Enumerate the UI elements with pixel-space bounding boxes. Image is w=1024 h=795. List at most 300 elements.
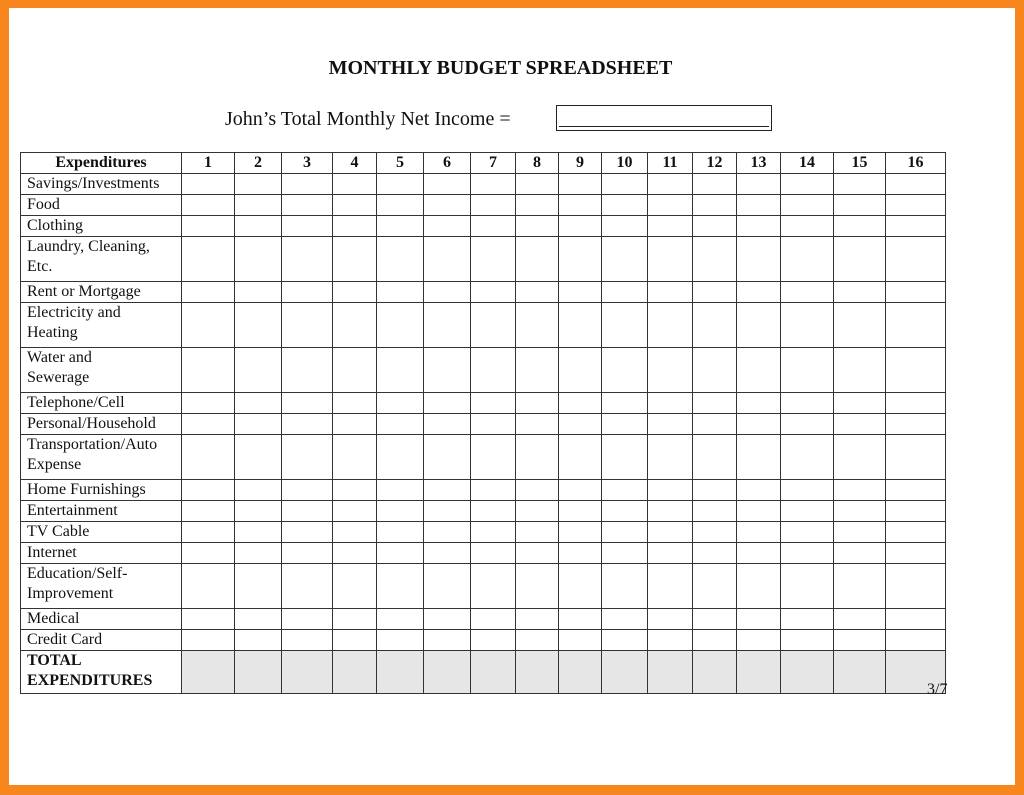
budget-cell[interactable] xyxy=(559,435,602,480)
budget-cell[interactable] xyxy=(834,237,886,282)
budget-cell[interactable] xyxy=(182,174,235,195)
budget-cell[interactable] xyxy=(235,216,282,237)
budget-cell[interactable] xyxy=(235,195,282,216)
budget-cell[interactable] xyxy=(693,303,737,348)
budget-cell[interactable] xyxy=(333,393,377,414)
budget-cell[interactable] xyxy=(182,282,235,303)
budget-cell[interactable] xyxy=(333,435,377,480)
budget-cell[interactable] xyxy=(182,435,235,480)
row-label: Savings/Investments xyxy=(21,174,182,195)
budget-cell[interactable] xyxy=(182,480,235,501)
budget-cell[interactable] xyxy=(648,630,693,651)
budget-cell[interactable] xyxy=(737,501,781,522)
budget-cell[interactable] xyxy=(424,237,471,282)
budget-cell[interactable] xyxy=(424,543,471,564)
header-expenditures: Expenditures xyxy=(21,153,182,174)
budget-cell[interactable] xyxy=(182,630,235,651)
budget-cell[interactable] xyxy=(693,414,737,435)
budget-cell[interactable] xyxy=(781,414,834,435)
budget-cell[interactable] xyxy=(471,348,516,393)
budget-cell[interactable] xyxy=(834,348,886,393)
row-label: Transportation/Auto Expense xyxy=(21,435,182,480)
budget-cell[interactable] xyxy=(377,435,424,480)
budget-cell[interactable] xyxy=(516,393,559,414)
budget-cell[interactable] xyxy=(886,282,946,303)
budget-cell[interactable] xyxy=(781,216,834,237)
budget-cell[interactable] xyxy=(182,651,235,694)
budget-cell[interactable] xyxy=(333,414,377,435)
budget-cell[interactable] xyxy=(737,651,781,694)
budget-cell[interactable] xyxy=(834,543,886,564)
budget-cell[interactable] xyxy=(471,435,516,480)
budget-cell[interactable] xyxy=(559,414,602,435)
budget-cell[interactable] xyxy=(737,282,781,303)
budget-cell[interactable] xyxy=(282,480,333,501)
budget-cell[interactable] xyxy=(886,393,946,414)
budget-cell[interactable] xyxy=(516,414,559,435)
budget-cell[interactable] xyxy=(559,564,602,609)
budget-cell[interactable] xyxy=(737,543,781,564)
budget-cell[interactable] xyxy=(886,543,946,564)
budget-cell[interactable] xyxy=(333,609,377,630)
budget-cell[interactable] xyxy=(737,174,781,195)
budget-cell[interactable] xyxy=(559,282,602,303)
budget-cell[interactable] xyxy=(235,414,282,435)
budget-cell[interactable] xyxy=(693,216,737,237)
budget-cell[interactable] xyxy=(602,630,648,651)
income-underline xyxy=(559,126,769,127)
budget-cell[interactable] xyxy=(693,651,737,694)
budget-cell[interactable] xyxy=(781,564,834,609)
budget-cell[interactable] xyxy=(424,480,471,501)
budget-cell[interactable] xyxy=(282,195,333,216)
budget-cell[interactable] xyxy=(886,564,946,609)
budget-cell[interactable] xyxy=(602,414,648,435)
budget-cell[interactable] xyxy=(282,174,333,195)
budget-cell[interactable] xyxy=(282,435,333,480)
budget-cell[interactable] xyxy=(235,543,282,564)
budget-cell[interactable] xyxy=(516,522,559,543)
budget-cell[interactable] xyxy=(602,174,648,195)
budget-cell[interactable] xyxy=(886,303,946,348)
budget-cell[interactable] xyxy=(516,435,559,480)
budget-cell[interactable] xyxy=(886,348,946,393)
budget-cell[interactable] xyxy=(602,348,648,393)
budget-cell[interactable] xyxy=(834,522,886,543)
budget-cell[interactable] xyxy=(424,393,471,414)
budget-cell[interactable] xyxy=(781,480,834,501)
budget-cell[interactable] xyxy=(182,414,235,435)
budget-cell[interactable] xyxy=(235,303,282,348)
budget-cell[interactable] xyxy=(693,393,737,414)
budget-cell[interactable] xyxy=(737,630,781,651)
budget-cell[interactable] xyxy=(516,216,559,237)
budget-cell[interactable] xyxy=(182,303,235,348)
budget-cell[interactable] xyxy=(781,501,834,522)
budget-cell[interactable] xyxy=(377,651,424,694)
budget-cell[interactable] xyxy=(602,522,648,543)
budget-cell[interactable] xyxy=(602,651,648,694)
income-label: John’s Total Monthly Net Income = xyxy=(225,108,511,130)
budget-cell[interactable] xyxy=(471,609,516,630)
budget-cell[interactable] xyxy=(693,174,737,195)
budget-cell[interactable] xyxy=(235,480,282,501)
budget-cell[interactable] xyxy=(424,195,471,216)
budget-cell[interactable] xyxy=(333,480,377,501)
budget-cell[interactable] xyxy=(886,609,946,630)
budget-cell[interactable] xyxy=(516,564,559,609)
budget-cell[interactable] xyxy=(559,174,602,195)
budget-cell[interactable] xyxy=(471,543,516,564)
budget-cell[interactable] xyxy=(648,609,693,630)
budget-cell[interactable] xyxy=(182,501,235,522)
budget-cell[interactable] xyxy=(834,303,886,348)
income-input-box[interactable] xyxy=(556,105,772,131)
budget-cell[interactable] xyxy=(834,414,886,435)
table-row xyxy=(21,174,946,195)
budget-cell[interactable] xyxy=(377,303,424,348)
budget-cell[interactable] xyxy=(235,609,282,630)
budget-cell[interactable] xyxy=(737,435,781,480)
budget-cell[interactable] xyxy=(602,543,648,564)
budget-cell[interactable] xyxy=(471,195,516,216)
budget-cell[interactable] xyxy=(693,630,737,651)
budget-cell[interactable] xyxy=(424,501,471,522)
budget-cell[interactable] xyxy=(182,522,235,543)
budget-cell[interactable] xyxy=(471,414,516,435)
budget-cell[interactable] xyxy=(602,393,648,414)
budget-cell[interactable] xyxy=(648,522,693,543)
budget-cell[interactable] xyxy=(333,237,377,282)
budget-cell[interactable] xyxy=(834,651,886,694)
budget-cell[interactable] xyxy=(471,282,516,303)
budget-cell[interactable] xyxy=(516,480,559,501)
budget-cell[interactable] xyxy=(282,216,333,237)
budget-cell[interactable] xyxy=(424,216,471,237)
budget-cell[interactable] xyxy=(886,630,946,651)
budget-cell[interactable] xyxy=(648,564,693,609)
budget-cell[interactable] xyxy=(377,393,424,414)
budget-cell[interactable] xyxy=(377,630,424,651)
budget-cell[interactable] xyxy=(182,237,235,282)
budget-cell[interactable] xyxy=(737,480,781,501)
budget-cell[interactable] xyxy=(182,609,235,630)
budget-cell[interactable] xyxy=(602,282,648,303)
budget-cell[interactable] xyxy=(282,630,333,651)
budget-cell[interactable] xyxy=(559,303,602,348)
table-row xyxy=(21,522,946,543)
budget-cell[interactable] xyxy=(182,216,235,237)
budget-cell[interactable] xyxy=(471,651,516,694)
budget-cell[interactable] xyxy=(781,303,834,348)
budget-cell[interactable] xyxy=(516,195,559,216)
budget-cell[interactable] xyxy=(737,414,781,435)
budget-cell[interactable] xyxy=(834,195,886,216)
budget-cell[interactable] xyxy=(886,216,946,237)
budget-cell[interactable] xyxy=(834,435,886,480)
budget-cell[interactable] xyxy=(471,303,516,348)
budget-cell[interactable] xyxy=(377,282,424,303)
budget-cell[interactable] xyxy=(182,348,235,393)
budget-cell[interactable] xyxy=(282,564,333,609)
budget-cell[interactable] xyxy=(693,237,737,282)
budget-cell[interactable] xyxy=(282,501,333,522)
budget-cell[interactable] xyxy=(648,174,693,195)
budget-cell[interactable] xyxy=(333,651,377,694)
budget-cell[interactable] xyxy=(424,303,471,348)
budget-cell[interactable] xyxy=(834,630,886,651)
budget-cell[interactable] xyxy=(377,174,424,195)
budget-cell[interactable] xyxy=(781,237,834,282)
budget-cell[interactable] xyxy=(693,564,737,609)
budget-cell[interactable] xyxy=(424,282,471,303)
table-row xyxy=(21,414,946,435)
budget-cell[interactable] xyxy=(559,348,602,393)
table-row xyxy=(21,609,946,630)
budget-cell[interactable] xyxy=(333,348,377,393)
budget-cell[interactable] xyxy=(648,501,693,522)
budget-cell[interactable] xyxy=(282,609,333,630)
budget-cell[interactable] xyxy=(559,543,602,564)
budget-cell[interactable] xyxy=(602,609,648,630)
budget-cell[interactable] xyxy=(559,501,602,522)
budget-cell[interactable] xyxy=(648,651,693,694)
budget-cell[interactable] xyxy=(333,630,377,651)
budget-cell[interactable] xyxy=(602,435,648,480)
budget-cell[interactable] xyxy=(602,303,648,348)
budget-cell[interactable] xyxy=(737,393,781,414)
budget-cell[interactable] xyxy=(693,195,737,216)
budget-cell[interactable] xyxy=(602,237,648,282)
budget-cell[interactable] xyxy=(648,195,693,216)
budget-cell[interactable] xyxy=(377,216,424,237)
budget-cell[interactable] xyxy=(737,564,781,609)
budget-cell[interactable] xyxy=(737,216,781,237)
budget-cell[interactable] xyxy=(471,630,516,651)
budget-cell[interactable] xyxy=(602,195,648,216)
budget-cell[interactable] xyxy=(333,195,377,216)
budget-cell[interactable] xyxy=(737,237,781,282)
budget-cell[interactable] xyxy=(377,501,424,522)
budget-cell[interactable] xyxy=(182,393,235,414)
budget-cell[interactable] xyxy=(693,435,737,480)
budget-cell[interactable] xyxy=(377,609,424,630)
column-header-4: 4 xyxy=(333,153,377,174)
budget-cell[interactable] xyxy=(235,522,282,543)
budget-cell[interactable] xyxy=(886,522,946,543)
budget-cell[interactable] xyxy=(235,282,282,303)
budget-cell[interactable] xyxy=(559,237,602,282)
budget-cell[interactable] xyxy=(781,393,834,414)
budget-cell[interactable] xyxy=(424,609,471,630)
budget-cell[interactable] xyxy=(648,435,693,480)
budget-cell[interactable] xyxy=(235,435,282,480)
budget-cell[interactable] xyxy=(559,393,602,414)
budget-cell[interactable] xyxy=(282,414,333,435)
budget-cell[interactable] xyxy=(235,237,282,282)
budget-cell[interactable] xyxy=(182,543,235,564)
budget-cell[interactable] xyxy=(693,480,737,501)
budget-cell[interactable] xyxy=(886,195,946,216)
budget-cell[interactable] xyxy=(471,174,516,195)
budget-cell[interactable] xyxy=(333,522,377,543)
budget-cell[interactable] xyxy=(424,630,471,651)
budget-cell[interactable] xyxy=(182,564,235,609)
budget-cell[interactable] xyxy=(648,237,693,282)
budget-cell[interactable] xyxy=(333,174,377,195)
budget-cell[interactable] xyxy=(235,564,282,609)
budget-cell[interactable] xyxy=(377,543,424,564)
budget-cell[interactable] xyxy=(559,480,602,501)
budget-cell[interactable] xyxy=(182,195,235,216)
budget-cell[interactable] xyxy=(781,522,834,543)
budget-cell[interactable] xyxy=(235,651,282,694)
budget-cell[interactable] xyxy=(424,174,471,195)
budget-cell[interactable] xyxy=(333,564,377,609)
budget-cell[interactable] xyxy=(693,348,737,393)
budget-cell[interactable] xyxy=(559,609,602,630)
budget-cell[interactable] xyxy=(781,435,834,480)
budget-cell[interactable] xyxy=(648,543,693,564)
budget-cell[interactable] xyxy=(471,522,516,543)
budget-cell[interactable] xyxy=(235,393,282,414)
budget-cell[interactable] xyxy=(886,480,946,501)
budget-cell[interactable] xyxy=(693,282,737,303)
budget-cell[interactable] xyxy=(834,393,886,414)
budget-cell[interactable] xyxy=(282,282,333,303)
budget-cell[interactable] xyxy=(516,543,559,564)
budget-cell[interactable] xyxy=(333,303,377,348)
budget-cell[interactable] xyxy=(516,174,559,195)
budget-cell[interactable] xyxy=(471,393,516,414)
budget-cell[interactable] xyxy=(737,348,781,393)
budget-cell[interactable] xyxy=(648,282,693,303)
budget-cell[interactable] xyxy=(424,651,471,694)
budget-cell[interactable] xyxy=(693,501,737,522)
budget-cell[interactable] xyxy=(424,348,471,393)
budget-cell[interactable] xyxy=(516,651,559,694)
budget-cell[interactable] xyxy=(559,216,602,237)
budget-cell[interactable] xyxy=(559,630,602,651)
budget-cell[interactable] xyxy=(781,174,834,195)
budget-cell[interactable] xyxy=(834,564,886,609)
budget-cell[interactable] xyxy=(333,282,377,303)
budget-cell[interactable] xyxy=(834,480,886,501)
budget-cell[interactable] xyxy=(377,480,424,501)
column-header-2: 2 xyxy=(235,153,282,174)
budget-cell[interactable] xyxy=(693,609,737,630)
budget-cell[interactable] xyxy=(333,216,377,237)
budget-cell[interactable] xyxy=(377,414,424,435)
budget-cell[interactable] xyxy=(235,348,282,393)
budget-cell[interactable] xyxy=(516,282,559,303)
budget-cell[interactable] xyxy=(781,282,834,303)
budget-cell[interactable] xyxy=(333,543,377,564)
table-row xyxy=(21,393,946,414)
budget-cell[interactable] xyxy=(516,237,559,282)
budget-cell[interactable] xyxy=(377,237,424,282)
budget-cell[interactable] xyxy=(282,651,333,694)
budget-cell[interactable] xyxy=(886,435,946,480)
budget-cell[interactable] xyxy=(693,543,737,564)
budget-cell[interactable] xyxy=(648,414,693,435)
budget-cell[interactable] xyxy=(602,480,648,501)
budget-cell[interactable] xyxy=(834,174,886,195)
budget-cell[interactable] xyxy=(471,480,516,501)
budget-cell[interactable] xyxy=(781,543,834,564)
budget-cell[interactable] xyxy=(559,651,602,694)
budget-cell[interactable] xyxy=(377,564,424,609)
budget-cell[interactable] xyxy=(781,651,834,694)
budget-cell[interactable] xyxy=(737,303,781,348)
budget-cell[interactable] xyxy=(282,237,333,282)
budget-cell[interactable] xyxy=(471,237,516,282)
budget-cell[interactable] xyxy=(282,522,333,543)
budget-cell[interactable] xyxy=(516,630,559,651)
budget-cell[interactable] xyxy=(834,216,886,237)
budget-cell[interactable] xyxy=(282,543,333,564)
budget-cell[interactable] xyxy=(648,480,693,501)
budget-cell[interactable] xyxy=(834,282,886,303)
budget-cell[interactable] xyxy=(424,564,471,609)
budget-cell[interactable] xyxy=(648,303,693,348)
budget-cell[interactable] xyxy=(602,216,648,237)
budget-cell[interactable] xyxy=(737,522,781,543)
budget-cell[interactable] xyxy=(648,216,693,237)
budget-cell[interactable] xyxy=(516,501,559,522)
budget-cell[interactable] xyxy=(834,609,886,630)
budget-cell[interactable] xyxy=(648,393,693,414)
budget-cell[interactable] xyxy=(602,564,648,609)
budget-cell[interactable] xyxy=(282,393,333,414)
budget-cell[interactable] xyxy=(737,609,781,630)
budget-cell[interactable] xyxy=(282,303,333,348)
budget-cell[interactable] xyxy=(471,564,516,609)
budget-cell[interactable] xyxy=(333,501,377,522)
budget-cell[interactable] xyxy=(471,216,516,237)
budget-cell[interactable] xyxy=(781,630,834,651)
budget-cell[interactable] xyxy=(886,237,946,282)
budget-cell[interactable] xyxy=(781,609,834,630)
budget-cell[interactable] xyxy=(424,435,471,480)
budget-cell[interactable] xyxy=(235,630,282,651)
budget-cell[interactable] xyxy=(781,195,834,216)
budget-cell[interactable] xyxy=(235,174,282,195)
budget-cell[interactable] xyxy=(377,348,424,393)
budget-cell[interactable] xyxy=(781,348,834,393)
budget-cell[interactable] xyxy=(516,609,559,630)
budget-cell[interactable] xyxy=(235,501,282,522)
budget-cell[interactable] xyxy=(886,414,946,435)
budget-cell[interactable] xyxy=(377,195,424,216)
budget-cell[interactable] xyxy=(737,195,781,216)
budget-cell[interactable] xyxy=(471,501,516,522)
budget-cell[interactable] xyxy=(377,522,424,543)
budget-cell[interactable] xyxy=(516,348,559,393)
budget-cell[interactable] xyxy=(602,501,648,522)
budget-cell[interactable] xyxy=(424,522,471,543)
budget-cell[interactable] xyxy=(834,501,886,522)
budget-cell[interactable] xyxy=(282,348,333,393)
budget-cell[interactable] xyxy=(516,303,559,348)
budget-cell[interactable] xyxy=(424,414,471,435)
budget-cell[interactable] xyxy=(886,501,946,522)
budget-cell[interactable] xyxy=(886,174,946,195)
budget-cell[interactable] xyxy=(559,522,602,543)
budget-cell[interactable] xyxy=(559,195,602,216)
budget-cell[interactable] xyxy=(693,522,737,543)
budget-cell[interactable] xyxy=(648,348,693,393)
